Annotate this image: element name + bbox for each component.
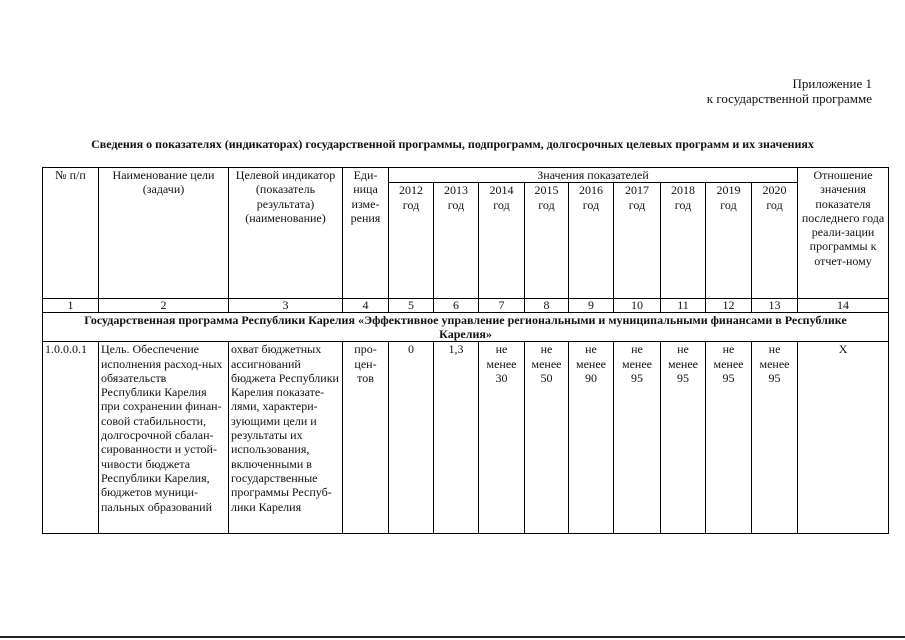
column-number: 7	[479, 299, 525, 313]
column-number: 5	[389, 299, 434, 313]
header-year: 2013 год	[434, 183, 479, 299]
column-number: 14	[798, 299, 889, 313]
row-value: не менее 90	[569, 342, 614, 534]
row-value: не менее 50	[525, 342, 569, 534]
header-year: 2015 год	[525, 183, 569, 299]
header-ratio: Отношение значения показателя последнего года реали-зации программы к отчет-ному	[798, 168, 889, 299]
row-goal: Цель. Обеспечение исполнения расход-ных обязательств Республики Карелия при сохранении финан-совой стабильности, долгосрочной сбалан-сированности и устой-чивости бюджета Республики Карелия, бюджетов муници-пальных образований	[99, 342, 229, 534]
row-value: 1,3	[434, 342, 479, 534]
column-number: 9	[569, 299, 614, 313]
row-value: не менее 95	[706, 342, 752, 534]
header-indicator: Целевой индикатор (показатель результата) (наименование)	[229, 168, 343, 299]
header-goal: Наименование цели (задачи)	[99, 168, 229, 299]
header-year: 2020 год	[752, 183, 798, 299]
column-number: 10	[614, 299, 661, 313]
column-number: 13	[752, 299, 798, 313]
header-year: 2017 год	[614, 183, 661, 299]
annex-line-1: Приложение 1	[792, 76, 872, 91]
row-value: не менее 95	[661, 342, 706, 534]
column-number: 6	[434, 299, 479, 313]
header-unit: Еди-ница изме-рения	[343, 168, 389, 299]
row-ratio: Х	[798, 342, 889, 534]
header-num: № п/п	[43, 168, 99, 299]
header-year: 2016 год	[569, 183, 614, 299]
column-number: 2	[99, 299, 229, 313]
annex-line-2: к государственной программе	[706, 91, 872, 106]
column-number: 1	[43, 299, 99, 313]
column-number: 8	[525, 299, 569, 313]
row-unit: про-цен-тов	[343, 342, 389, 534]
header-year: 2019 год	[706, 183, 752, 299]
row-value: не менее 95	[614, 342, 661, 534]
column-number: 3	[229, 299, 343, 313]
row-value: не менее 95	[752, 342, 798, 534]
table-row	[43, 342, 889, 534]
column-number: 4	[343, 299, 389, 313]
document-title: Сведения о показателях (индикаторах) государственной программы, подпрограмм, долгосрочных целевых программ и их значениях	[91, 137, 814, 151]
row-num: 1.0.0.0.1	[43, 342, 99, 534]
indicators-table	[42, 167, 889, 534]
annex-label	[707, 76, 872, 106]
header-year: 2018 год	[661, 183, 706, 299]
row-value: 0	[389, 342, 434, 534]
section-title: Государственная программа Республики Карелия «Эффективное управление региональными и муниципальными финансами в Республике Карелия»	[43, 313, 889, 342]
header-values: Значения показателей	[389, 168, 798, 183]
column-number: 11	[661, 299, 706, 313]
header-year: 2014 год	[479, 183, 525, 299]
row-indicator: охват бюджетных ассигнований бюджета Республики Карелия показате-лями, характери-зующими цели и результаты их использования, включенными в государственные программы Респуб-лики Карелия	[229, 342, 343, 534]
header-year: 2012 год	[389, 183, 434, 299]
page-edge-divider	[0, 636, 905, 638]
column-number: 12	[706, 299, 752, 313]
row-value: не менее 30	[479, 342, 525, 534]
